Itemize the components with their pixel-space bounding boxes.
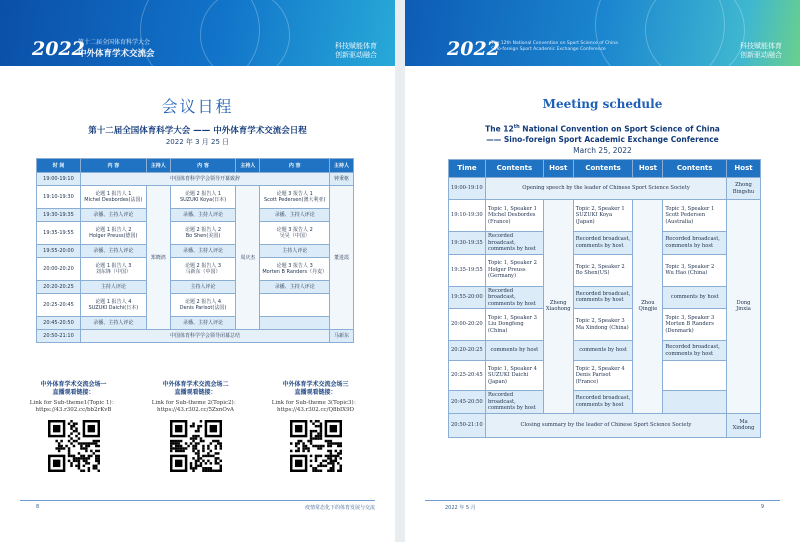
time-cell: 19:55-20:00: [449, 286, 486, 309]
slogan-line2: 创新驱动融合: [740, 51, 782, 59]
content-cell: 论题 3 报告人 1 Scott Pedersen(澳大利亚): [260, 186, 330, 209]
content-cell: Topic 2, Speaker 4 Denis Parisot (France): [573, 361, 633, 391]
content-cell: Topic 1, Speaker 1 Michel Desbordes (France): [485, 200, 543, 232]
time-cell: 19:35-19:55: [449, 254, 486, 286]
content-cell: comments by host: [485, 341, 543, 361]
qr-subtitle: 直播观看链接：: [294, 389, 337, 396]
content-cell: 录播、主持人评论: [170, 317, 236, 330]
content-cell: Recorded broadcast, comments by host: [573, 286, 633, 309]
content-cell: 论题 1 报告人 2 Holger Preuss(德国): [80, 222, 146, 245]
content-cell: 论题 2 报告人 3 马新东（中国）: [170, 258, 236, 281]
table-row: [449, 361, 761, 391]
header-time: 时 间: [37, 159, 81, 173]
table-row: [449, 200, 761, 232]
content-cell: Topic 2, Speaker 2 Bo Shen(US): [573, 254, 633, 286]
schedule-table-cn: [36, 158, 354, 343]
closing-cell: 中国体育科学学会领导闭幕总结: [80, 330, 329, 343]
table-row: [37, 317, 354, 330]
time-cell: 20:50-21:10: [37, 330, 81, 343]
content-cell: [260, 317, 330, 330]
header-time: Time: [449, 160, 486, 178]
header-host: Host: [543, 160, 573, 178]
schedule-subtitle-line1: [405, 124, 800, 134]
content-cell: comments by host: [663, 286, 727, 309]
table-row: [449, 391, 761, 414]
content-cell: Topic 3, Speaker 1 Scott Pedersen (Australia): [663, 200, 727, 232]
footer-divider: [20, 500, 375, 501]
content-cell: Recorded broadcast, comments by host: [663, 341, 727, 361]
header-content: 内 容: [260, 159, 330, 173]
qr-code-icon[interactable]: [170, 420, 222, 472]
qr-title: 中外体育学术交流会场二: [162, 381, 229, 388]
content-cell: 主持人评论: [170, 281, 236, 294]
header-contents: Contents: [663, 160, 727, 178]
content-cell: 论题 2 报告人 1 SUZUKI Koya(日本): [170, 186, 236, 209]
footer-text: 疫情常态化下的体育发展与交流: [304, 505, 375, 511]
right-banner: [405, 0, 800, 66]
content-cell: 录播、主持人评论: [260, 281, 330, 294]
table-row: [37, 222, 354, 245]
content-cell: Recorded broadcast, comments by host: [485, 232, 543, 255]
table-row: [37, 245, 354, 258]
content-cell: Topic 1, Speaker 2 Holger Preuss (Germany): [485, 254, 543, 286]
table-row: [37, 209, 354, 222]
table-row: [449, 232, 761, 255]
qr-link-url[interactable]: https://43.r302.cc/Q8bIX9D: [276, 407, 355, 413]
slogan-line1: 科技赋能体育: [740, 42, 782, 50]
content-cell: 主持人评论: [260, 245, 330, 258]
content-cell: Recorded broadcast, comments by host: [485, 286, 543, 309]
table-row: [449, 309, 761, 341]
content-cell: 论题 1 报告人 1 Michel Desbordes(法国): [80, 186, 146, 209]
time-cell: 20:45-20:50: [449, 391, 486, 414]
content-cell: 论题 1 报告人 4 SUZUKI Daichi(日本): [80, 294, 146, 317]
table-row: [37, 186, 354, 209]
schedule-date: 2022 年 3 月 25 日: [165, 138, 230, 146]
host-cell: Zhou Qingjie: [633, 200, 663, 414]
content-cell: 录播、主持人评论: [260, 209, 330, 222]
time-cell: 19:10-19:30: [37, 186, 81, 209]
banner-conference-line1: The 12th National Convention on Sport Science of China: [491, 41, 618, 46]
time-cell: 19:35-19:55: [37, 222, 81, 245]
time-cell: 19:00-19:10: [37, 173, 81, 186]
table-row: [449, 413, 761, 437]
content-cell: Topic 1, Speaker 4 SUZUKI Daichi (Japan): [485, 361, 543, 391]
qr-link-url[interactable]: https://43.r302.cc/bb2rKvB: [35, 407, 112, 413]
table-row: [37, 294, 354, 317]
qr-subtitle: 直播观看链接：: [52, 389, 95, 396]
host-cell: Ma Xindong: [727, 413, 761, 437]
time-cell: 19:30-19:35: [449, 232, 486, 255]
banner-conference-line2: 中外体育学术交流会: [78, 49, 155, 59]
banner-conference-line1: 第十二届全国体育科学大会: [78, 39, 151, 46]
table-row: [37, 173, 354, 186]
banner-conference-en: [491, 41, 721, 53]
time-cell: 20:25-20:45: [449, 361, 486, 391]
qr-code-icon[interactable]: [48, 420, 100, 472]
table-row: [37, 330, 354, 343]
banner-conference-line2: Sino-foreign Sport Academic Exchange Conference: [491, 47, 606, 52]
qr-block-3: [258, 381, 373, 472]
table-header-row: [449, 160, 761, 178]
time-cell: 20:25-20:45: [37, 294, 81, 317]
schedule-subtitle: 第十二届全国体育科学大会 —— 中外体育学术交流会日程: [88, 126, 307, 136]
header-contents: Contents: [573, 160, 633, 178]
slogan-line1: 科技赋能体育: [335, 42, 377, 50]
slogan-line2: 创新驱动融合: [335, 51, 377, 59]
qr-link-label: Link for Sub-theme 2(Topic2)：: [151, 400, 240, 406]
banner-slogan: [335, 42, 377, 60]
schedule-table-en: [448, 159, 761, 438]
time-cell: 20:20-20:25: [449, 341, 486, 361]
host-cell: 周庆杰: [236, 186, 260, 330]
header-contents: Contents: [485, 160, 543, 178]
content-cell: 论题 2 报告人 2 Bo Shen(美国): [170, 222, 236, 245]
host-cell: 马新东: [330, 330, 354, 343]
content-cell: 录播、主持人评论: [80, 209, 146, 222]
qr-code-icon[interactable]: [290, 420, 342, 472]
footer-divider: [425, 500, 780, 501]
page-number: 8: [36, 504, 40, 510]
banner-slogan: [740, 42, 782, 60]
content-cell: Topic 3, Speaker 2 Wu Hao (China): [663, 254, 727, 286]
header-host: 主持人: [146, 159, 170, 173]
time-cell: 20:50-21:10: [449, 413, 486, 437]
qr-block-1: [16, 381, 131, 472]
closing-cell: Closing summary by the leader of Chinese Sport Science Society: [485, 413, 726, 437]
header-host: 主持人: [330, 159, 354, 173]
page-number: 9: [760, 504, 764, 510]
content-cell: 录播、主持人评论: [80, 317, 146, 330]
subtitle-part: National Convention on Sport Science of China: [519, 124, 720, 134]
table-row: [449, 341, 761, 361]
host-cell: Zheng Xiaohong: [543, 200, 573, 414]
qr-link-label: Link for Sub-theme1(Topic 1)：: [29, 400, 118, 406]
page-title: Meeting schedule: [542, 97, 663, 111]
table-row: [37, 281, 354, 294]
content-cell: 录播、主持人评论: [80, 245, 146, 258]
banner-year: 2022: [447, 38, 500, 60]
table-row: [449, 286, 761, 309]
table-header-row: [37, 159, 354, 173]
banner-year: 2022: [32, 38, 85, 60]
content-cell: 论题 1 报告人 3 刘东锋（中国）: [80, 258, 146, 281]
content-cell: Recorded broadcast, comments by host: [663, 232, 727, 255]
qr-link-label: Link for Sub-theme 3(Topic3)：: [271, 400, 360, 406]
qr-subtitle: 直播观看链接：: [174, 389, 217, 396]
table-row: [37, 258, 354, 281]
table-row: [449, 254, 761, 286]
qr-title: 中外体育学术交流会场一: [40, 381, 107, 388]
content-cell: 录播、主持人评论: [170, 209, 236, 222]
opening-cell: 中国体育科学学会领导开幕致辞: [80, 173, 329, 186]
time-cell: 20:45-20:50: [37, 317, 81, 330]
time-cell: 20:00-20:20: [449, 309, 486, 341]
time-cell: 20:20-20:25: [37, 281, 81, 294]
time-cell: 19:30-19:35: [37, 209, 81, 222]
page-title: 会议日程: [161, 97, 234, 116]
left-page: [0, 0, 395, 542]
content-cell: 论题 3 报告人 2 吴昊（中国）: [260, 222, 330, 245]
content-cell: 录播、主持人评论: [170, 245, 236, 258]
footer-text: 2022 年 5 月: [445, 505, 476, 511]
content-cell: 论题 2 报告人 4 Denis Parisot(法国): [170, 294, 236, 317]
right-page: [405, 0, 800, 542]
host-cell: Zhong Bingshu: [727, 178, 761, 200]
time-cell: 20:00-20:20: [37, 258, 81, 281]
time-cell: 19:55-20:00: [37, 245, 81, 258]
header-content: 内 容: [170, 159, 236, 173]
host-cell: Dong Jinxia: [727, 200, 761, 414]
host-cell: 董进霞: [330, 186, 354, 330]
content-cell: 主持人评论: [80, 281, 146, 294]
content-cell: Topic 2, Speaker 1 SUZUKI Koya (Japan): [573, 200, 633, 232]
qr-link-url[interactable]: https://43.r302.cc/5ZxnOvA: [156, 407, 235, 413]
qr-block-2: [138, 381, 253, 472]
content-cell: [663, 361, 727, 391]
content-cell: [663, 391, 727, 414]
content-cell: Topic 3, Speaker 3 Morten B Randers (Denmark): [663, 309, 727, 341]
content-cell: Topic 1, Speaker 3 Liu Dongfeng (China): [485, 309, 543, 341]
header-host: Host: [633, 160, 663, 178]
qr-title: 中外体育学术交流会场三: [282, 381, 349, 388]
content-cell: Recorded broadcast, comments by host: [573, 391, 633, 414]
content-cell: comments by host: [573, 341, 633, 361]
content-cell: [260, 294, 330, 317]
host-cell: 钟秉枢: [330, 173, 354, 186]
content-cell: Topic 2, Speaker 3 Ma Xindong (China): [573, 309, 633, 341]
subtitle-superscript: th: [513, 124, 520, 130]
table-row: [449, 178, 761, 200]
banner-decoration: [200, 0, 290, 80]
host-cell: 郑晓鸿: [146, 186, 170, 330]
content-cell: Recorded broadcast, comments by host: [573, 232, 633, 255]
header-host: 主持人: [236, 159, 260, 173]
header-host: Host: [727, 160, 761, 178]
time-cell: 19:10-19:30: [449, 200, 486, 232]
subtitle-part: The 12: [485, 124, 514, 134]
opening-cell: Opening speech by the leader of Chinese Sport Science Society: [485, 178, 726, 200]
header-content: 内 容: [80, 159, 146, 173]
schedule-subtitle-line2: —— Sino-foreign Sport Academic Exchange Conference: [486, 135, 719, 144]
schedule-date: March 25, 2022: [573, 146, 632, 155]
time-cell: 19:00-19:10: [449, 178, 486, 200]
left-banner: [0, 0, 395, 66]
content-cell: Recorded broadcast, comments by host: [485, 391, 543, 414]
content-cell: 论题 3 报告人 3 Morten B Randers（丹麦）: [260, 258, 330, 281]
